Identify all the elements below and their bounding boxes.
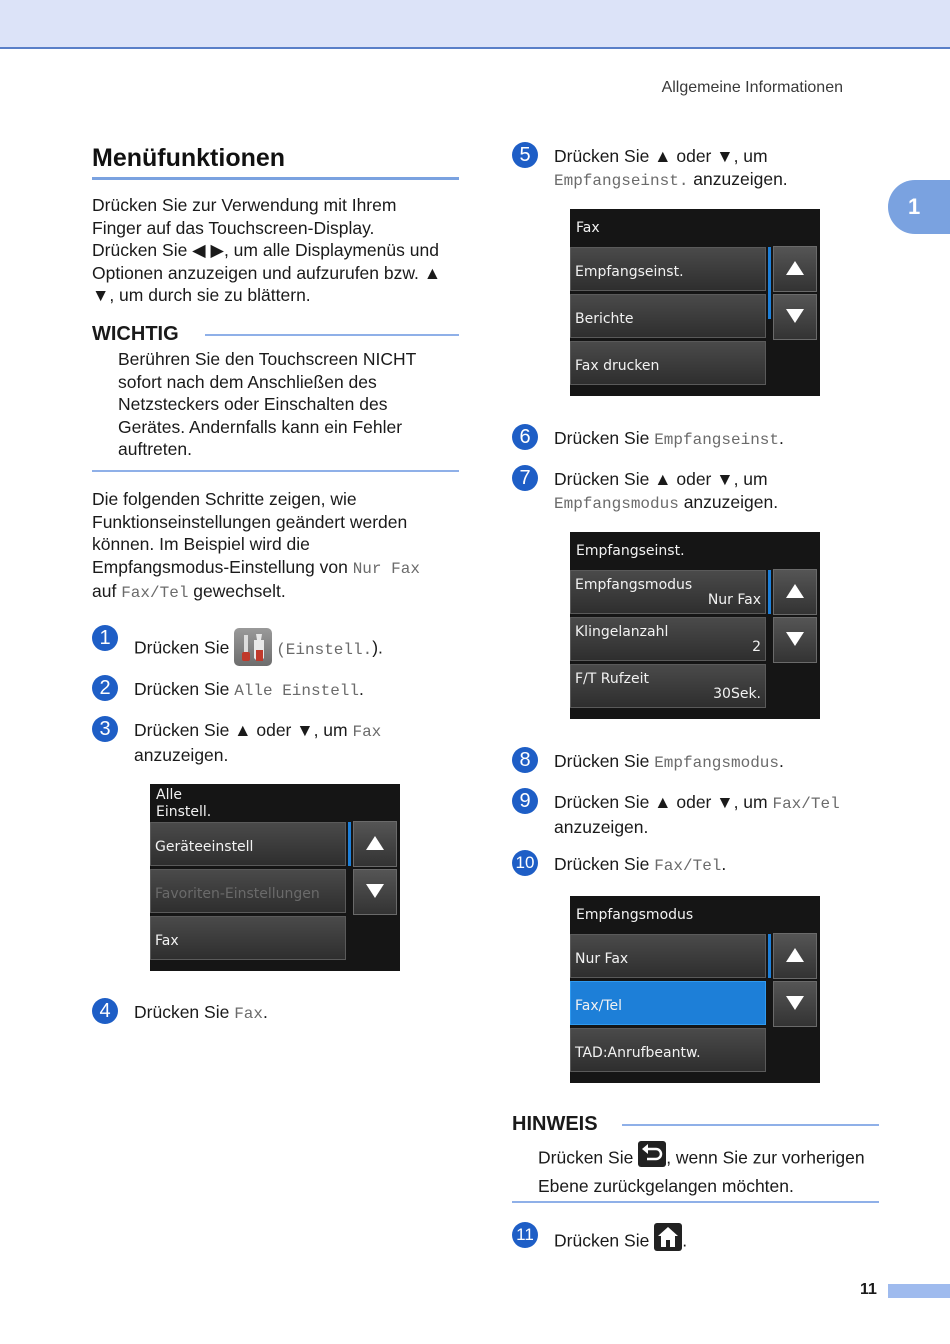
intro-paragraph: Drücken Sie zur Verwendung mit Ihrem Finger auf das Touchscreen-Display. Drücken Sie ◀ ▶, um alle Displaymenüs und Optionen anzuzeigen und aufzurufen bzw. ▲ ▼, um durch sie zu blättern. [92, 195, 442, 305]
menu-row[interactable]: Klingelanzahl 2 [570, 617, 766, 661]
down-arrow-button[interactable] [353, 869, 397, 915]
hinweis-bottom-rule [512, 1201, 879, 1203]
scroll-indicator [768, 934, 771, 978]
page-bar [888, 1284, 950, 1298]
down-arrow-button[interactable] [773, 617, 817, 663]
up-arrow-icon [366, 836, 384, 850]
wichtig-bottom-rule [92, 470, 459, 472]
screen-empfangseinst: Empfangseinst. Empfangsmodus Nur Fax Klingelanzahl 2 F/T Rufzeit 30Sek. [570, 532, 820, 719]
top-band [0, 0, 950, 49]
step-number: 6 [512, 424, 538, 450]
step-number: 11 [512, 1222, 538, 1248]
scroll-indicator [768, 570, 771, 614]
menu-row[interactable]: Empfangseinst. [570, 247, 766, 291]
up-arrow-icon [786, 584, 804, 598]
menu-row[interactable]: Nur Fax [570, 934, 766, 978]
chapter-tab: 1 [888, 180, 950, 234]
settings-tools-icon [234, 628, 272, 666]
up-arrow-icon [786, 261, 804, 275]
screen-fax: Fax Empfangseinst. Berichte Fax drucken [570, 209, 820, 396]
up-arrow-button[interactable] [773, 569, 817, 615]
home-icon [654, 1223, 682, 1257]
step-number: 1 [92, 625, 118, 651]
down-arrow-icon [366, 884, 384, 898]
down-arrow-icon [786, 996, 804, 1010]
wichtig-heading: WICHTIG [92, 323, 179, 345]
back-icon [638, 1141, 666, 1173]
wichtig-text: Berühren Sie den Touchscreen NICHT sofort nach dem Anschließen des Netzsteckers oder Einschalten des Gerätes. Andernfalls kann ein Fehler auftreten. [118, 349, 417, 459]
up-arrow-button[interactable] [773, 933, 817, 979]
step-number: 7 [512, 465, 538, 491]
menu-row[interactable]: Empfangsmodus Nur Fax [570, 570, 766, 614]
scroll-indicator [768, 247, 771, 319]
step-number: 2 [92, 675, 118, 701]
step-number: 9 [512, 788, 538, 814]
section-header: Allgemeine Informationen [661, 79, 843, 96]
down-arrow-icon [786, 309, 804, 323]
up-arrow-button[interactable] [773, 246, 817, 292]
menu-row[interactable]: Geräteeinstell [150, 822, 346, 866]
step-number: 10 [512, 850, 538, 876]
menu-row-selected[interactable]: Fax/Tel [570, 981, 766, 1025]
example-paragraph: Die folgenden Schritte zeigen, wie Funktionseinstellungen geändert werden können. Im Beispiel wird die Empfangsmodus-Einstellung von Nur Fax auf Fax/Tel gewechselt. [92, 489, 420, 602]
page-title: Menüfunktionen [92, 144, 286, 172]
hinweis-text: Drücken Sie , wenn Sie zur vorherigen Ebene zurückgelangen möchten. [538, 1143, 883, 1197]
down-arrow-button[interactable] [773, 294, 817, 340]
page-number: 11 [860, 1281, 877, 1298]
step-number: 4 [92, 998, 118, 1024]
down-arrow-button[interactable] [773, 981, 817, 1027]
step-number: 3 [92, 716, 118, 742]
scroll-indicator [348, 822, 351, 866]
up-arrow-button[interactable] [353, 821, 397, 867]
hinweis-heading: HINWEIS [512, 1113, 598, 1135]
step-number: 5 [512, 142, 538, 168]
menu-row[interactable]: Fax [150, 916, 346, 960]
down-arrow-icon [786, 632, 804, 646]
menu-row[interactable]: TAD:Anrufbeantw. [570, 1028, 766, 1072]
wichtig-rule [205, 334, 459, 336]
screen-empfangsmodus: Empfangsmodus Nur Fax Fax/Tel TAD:Anrufbeantw. [570, 896, 820, 1083]
menu-row[interactable]: Berichte [570, 294, 766, 338]
up-arrow-icon [786, 948, 804, 962]
screen-alle-einstell: Alle Einstell. Geräteeinstell Favoriten-Einstellungen Fax [150, 784, 400, 971]
step-number: 8 [512, 747, 538, 773]
menu-row[interactable]: Fax drucken [570, 341, 766, 385]
hinweis-rule [622, 1124, 879, 1126]
menu-row[interactable]: Favoriten-Einstellungen [150, 869, 346, 913]
title-rule [92, 177, 459, 180]
menu-row[interactable]: F/T Rufzeit 30Sek. [570, 664, 766, 708]
